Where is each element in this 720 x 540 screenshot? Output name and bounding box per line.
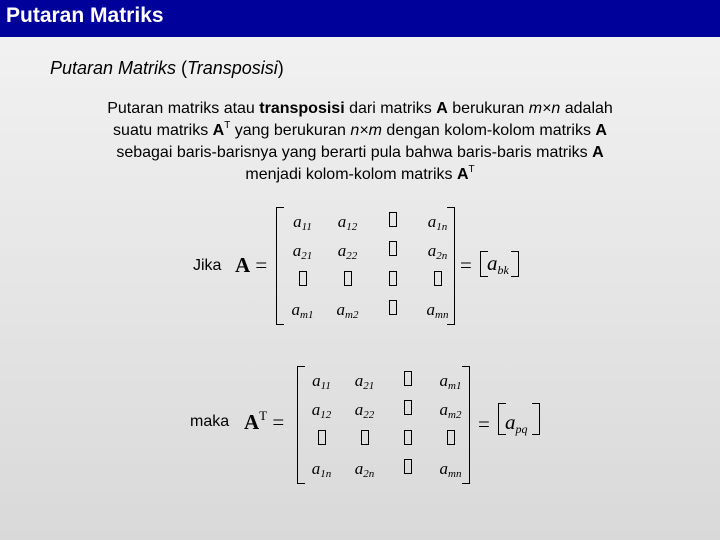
missing-glyph-box-icon [389, 212, 397, 227]
ellipsis-placeholder-icon [404, 371, 412, 391]
matrix-element-letter: a [354, 370, 364, 390]
eq1-matrix [280, 207, 460, 325]
eq2-equals-2: = [478, 412, 490, 436]
para-text: adalah suatu matriks [113, 100, 613, 139]
ellipsis-placeholder-icon [318, 430, 326, 450]
eq1-lhs [235, 253, 267, 278]
subtitle-paren-close: ) [277, 58, 284, 78]
eq1-equals: = [255, 253, 268, 277]
matrix-element [427, 300, 449, 320]
matrix-element-letter: a [439, 370, 449, 390]
matrix-element-letter: a [354, 400, 364, 420]
matrix-element-subscript: m2 [448, 409, 462, 422]
ellipsis-placeholder-icon [404, 459, 412, 479]
para-dimension: m×n [528, 100, 561, 117]
eq2-equals: = [272, 410, 285, 434]
matrix-element-letter: a [311, 459, 321, 479]
matrix-element-subscript: 1n [320, 468, 332, 481]
matrix-element-subscript: m1 [448, 379, 462, 392]
matrix-element [338, 241, 358, 261]
matrix-element-subscript: mn [435, 309, 449, 322]
eq1-rhs-right-bracket [511, 251, 519, 277]
para-matrix-symbol: A [436, 100, 448, 117]
para-matrix-symbol: A [456, 166, 469, 183]
matrix-element-letter: a [439, 400, 449, 420]
matrix-element [337, 300, 359, 320]
matrix-element [355, 459, 375, 479]
eq1-equals-2: = [460, 253, 472, 277]
eq2-right-bracket [462, 366, 470, 484]
matrix-element [293, 212, 312, 232]
matrix-element-letter: a [337, 211, 347, 231]
para-text: dari matriks [344, 100, 437, 117]
para-text: berukuran [447, 100, 529, 117]
matrix-element-letter: a [354, 459, 364, 479]
ellipsis-placeholder-icon [389, 241, 397, 261]
matrix-element-subscript: mn [448, 468, 462, 481]
matrix-element-subscript: 2n [363, 468, 375, 481]
para-text: Putaran matriks atau [107, 100, 260, 117]
matrix-element-letter: a [336, 300, 346, 320]
missing-glyph-box-icon [434, 271, 442, 286]
matrix-element [312, 459, 332, 479]
ellipsis-placeholder-icon [344, 271, 352, 291]
matrix-element [440, 400, 462, 420]
matrix-element [428, 212, 448, 232]
matrix-element-subscript: m2 [345, 309, 359, 322]
ellipsis-placeholder-icon [389, 271, 397, 291]
eq2-rhs-letter: a [505, 410, 516, 434]
matrix-element-subscript: 21 [363, 379, 375, 392]
matrix-element-letter: a [292, 241, 302, 261]
ellipsis-placeholder-icon [404, 430, 412, 450]
para-text: dengan kolom-kolom matriks [381, 122, 596, 139]
eq1-lhs-symbol: A [235, 253, 251, 277]
matrix-element [355, 400, 375, 420]
matrix-element-letter: a [311, 400, 321, 420]
para-matrix-symbol: A [595, 122, 607, 139]
para-dimension: n×m [350, 122, 382, 139]
matrix-element-subscript: m1 [300, 309, 314, 322]
matrix-element [292, 300, 314, 320]
missing-glyph-box-icon [389, 300, 397, 315]
title-bar [0, 0, 720, 37]
eq1-right-bracket [447, 207, 455, 325]
matrix-element-letter: a [427, 211, 437, 231]
matrix-element [312, 371, 331, 391]
definition-paragraph [90, 98, 630, 186]
para-text: menjadi kolom-kolom matriks [245, 166, 457, 183]
missing-glyph-box-icon [404, 400, 412, 415]
eq1-rhs-subscript: bk [497, 263, 509, 277]
ellipsis-placeholder-icon [389, 300, 397, 320]
missing-glyph-box-icon [389, 241, 397, 256]
subtitle-word: Transposisi [187, 58, 278, 78]
ellipsis-placeholder-icon [434, 271, 442, 291]
matrix-element [428, 241, 448, 261]
matrix-element [338, 212, 358, 232]
missing-glyph-box-icon [299, 271, 307, 286]
para-matrix-symbol: A [212, 122, 225, 139]
ellipsis-placeholder-icon [389, 212, 397, 232]
matrix-element-subscript: 12 [346, 220, 358, 233]
matrix-element-subscript: 22 [346, 250, 358, 263]
matrix-element-letter: a [426, 300, 436, 320]
matrix-element [355, 371, 375, 391]
missing-glyph-box-icon [344, 271, 352, 286]
eq2-lhs-superscript: T [259, 408, 268, 423]
para-superscript: T [224, 120, 231, 131]
eq2-lhs [244, 410, 284, 435]
missing-glyph-box-icon [318, 430, 326, 445]
matrix-element-subscript: 1n [436, 220, 448, 233]
missing-glyph-box-icon [389, 271, 397, 286]
matrix-element [312, 400, 332, 420]
para-text: yang berukuran [230, 122, 351, 139]
missing-glyph-box-icon [404, 459, 412, 474]
matrix-element [440, 459, 462, 479]
subtitle-text: Putaran Matriks [50, 58, 182, 78]
matrix-element-subscript: 11 [301, 220, 312, 233]
matrix-element-subscript: 22 [363, 409, 375, 422]
missing-glyph-box-icon [361, 430, 369, 445]
eq2-rhs-subscript: pq [515, 422, 528, 436]
matrix-element [293, 241, 313, 261]
eq1-rhs-letter: a [487, 251, 498, 275]
eq2-rhs-element [505, 410, 528, 435]
matrix-element-letter: a [312, 370, 321, 390]
matrix-element-letter: a [439, 459, 449, 479]
ellipsis-placeholder-icon [361, 430, 369, 450]
eq2-lhs-symbol: A [244, 410, 260, 434]
eq2-matrix [300, 366, 472, 484]
para-text: sebagai baris-barisnya yang berarti pula bahwa baris-baris matriks [116, 144, 593, 161]
subtitle-paren-open: ( [181, 58, 188, 78]
matrix-element-subscript: 2n [436, 250, 448, 263]
matrix-element [440, 371, 462, 391]
eq2-label: maka [190, 413, 230, 430]
ellipsis-placeholder-icon [299, 271, 307, 291]
matrix-element-letter: a [291, 300, 301, 320]
eq1-rhs-element [487, 251, 509, 276]
matrix-element-letter: a [293, 211, 302, 231]
matrix-element-subscript: 21 [301, 250, 313, 263]
slide-title: Putaran Matriks [6, 4, 164, 27]
subtitle [50, 58, 284, 79]
eq2-rhs-right-bracket [532, 403, 540, 435]
para-superscript: T [468, 164, 475, 175]
matrix-element-letter: a [337, 241, 347, 261]
missing-glyph-box-icon [447, 430, 455, 445]
ellipsis-placeholder-icon [447, 430, 455, 450]
ellipsis-placeholder-icon [404, 400, 412, 420]
matrix-element-subscript: 11 [320, 379, 331, 392]
para-matrix-symbol: A [592, 144, 604, 161]
missing-glyph-box-icon [404, 430, 412, 445]
matrix-element-subscript: 12 [320, 409, 332, 422]
matrix-element-letter: a [427, 241, 437, 261]
para-bold-term: transposisi [259, 100, 345, 117]
eq1-label: Jika [193, 257, 222, 274]
missing-glyph-box-icon [404, 371, 412, 386]
